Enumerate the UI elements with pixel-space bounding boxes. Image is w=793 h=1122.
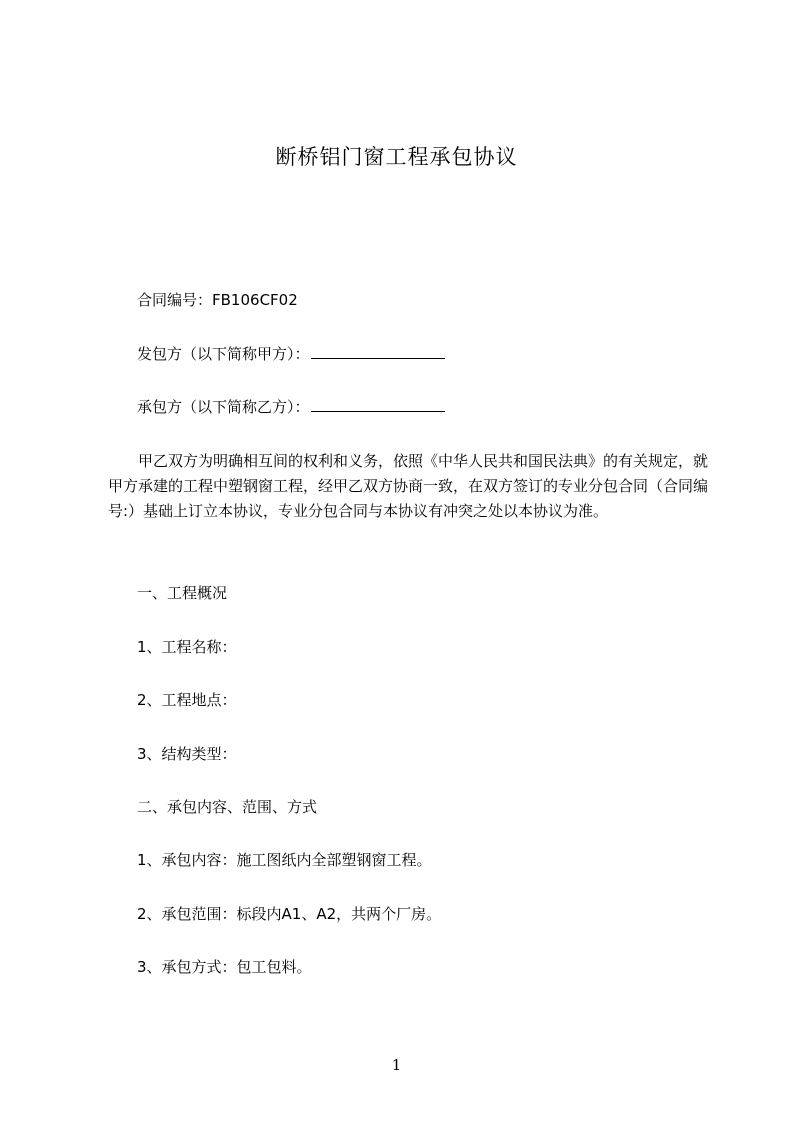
section-item: 2、承包范围：标段内A1、A2，共两个厂房。 (137, 905, 442, 923)
page-number: 1 (391, 1056, 402, 1074)
page-title: 断桥铝门窗工程承包协议 (275, 145, 518, 169)
section-item: 2、工程地点： (137, 691, 237, 709)
contract-number-value: FB106CF02 (212, 291, 298, 309)
contract-number-label: 合同编号： (137, 291, 213, 309)
party-a-label: 发包方（以下简称甲方）： (137, 345, 310, 363)
section-heading: 一、工程概况 (137, 584, 228, 602)
party-a-line (137, 343, 445, 365)
section-heading: 二、承包内容、范围、方式 (137, 798, 318, 816)
intro-paragraph: 甲乙双方为明确相互间的权利和义务，依照《中华人民共和国民法典》的有关规定，就甲方承建的工程中塑钢窗工程，经甲乙双方协商一致，在双方签订的专业分包合同（合同编号:）基础上订立本协议，专业分包合同与本协议有冲突之处以本协议为准。 (108, 452, 709, 520)
party-b-line (137, 396, 445, 418)
section-item: 1、承包内容：施工图纸内全部塑钢窗工程。 (137, 851, 432, 869)
party-b-label: 承包方（以下简称乙方）： (137, 398, 310, 416)
contract-number-line (137, 289, 298, 311)
section-item: 3、承包方式：包工包料。 (137, 958, 312, 976)
section-item: 3、结构类型： (137, 745, 237, 763)
section-item: 1、工程名称： (137, 638, 237, 656)
party-b-blank (311, 410, 445, 412)
party-a-blank (311, 357, 445, 359)
